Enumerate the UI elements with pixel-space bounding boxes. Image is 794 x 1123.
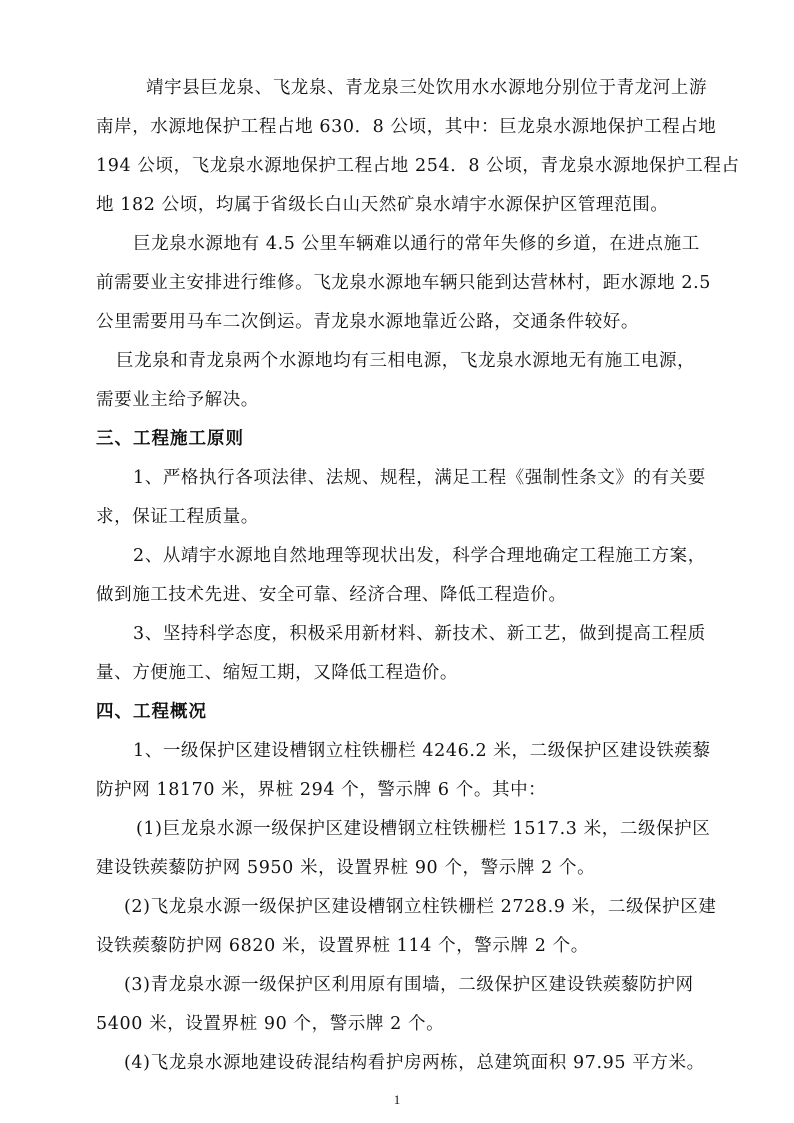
text-line: 3、坚持科学态度，积极采用新材料、新技术、新工艺，做到提高工程质 (133, 624, 706, 644)
text-line: (3)青龙泉水源一级保护区利用原有围墙，二级保护区建设铁蒺藜防护网 (124, 975, 694, 995)
text-line: 做到施工技术先进、安全可靠、经济合理、降低工程造价。 (96, 585, 567, 605)
section-heading: 三、工程施工原则 (96, 429, 244, 449)
text-line: (4)飞龙泉水源地建设砖混结构看护房两栋，总建筑面积 97.95 平方米。 (124, 1053, 705, 1073)
text-line: 量、方便施工、缩短工期，又降低工程造价。 (96, 663, 458, 683)
text-line: 求，保证工程质量。 (96, 507, 259, 527)
text-line: 需要业主给予解决。 (96, 390, 259, 410)
section-heading: 四、工程概况 (96, 702, 207, 722)
text-line: 5400 米，设置界桩 90 个，警示牌 2 个。 (96, 1014, 445, 1034)
text-line: 建设铁蒺藜防护网 5950 米，设置界桩 90 个，警示牌 2 个。 (96, 858, 596, 878)
text-line: 1、严格执行各项法律、法规、规程，满足工程《强制性条文》的有关要 (133, 468, 706, 488)
text-line: (1)巨龙泉水源一级保护区建设槽钢立柱铁栅栏 1517.3 米，二级保护区 (136, 819, 711, 839)
text-line: 南岸，水源地保护工程占地 630．8 公顷，其中：巨龙泉水源地保护工程占地 (96, 117, 717, 137)
text-line: 1、一级保护区建设槽钢立柱铁栅栏 4246.2 米，二级保护区建设铁蒺藜 (133, 741, 711, 761)
text-line: 设铁蒺藜防护网 6820 米，设置界桩 114 个，警示牌 2 个。 (96, 936, 589, 956)
text-line: (2)飞龙泉水源一级保护区建设槽钢立柱铁栅栏 2728.9 米，二级保护区建 (124, 897, 717, 917)
text-line: 地 182 公顷，均属于省级长白山天然矿泉水靖宇水源保护区管理范围。 (96, 195, 669, 215)
text-line: 194 公顷，飞龙泉水源地保护工程占地 254．8 公顷，青龙泉水源地保护工程占 (96, 156, 740, 176)
text-line: 防护网 18170 米，界桩 294 个，警示牌 6 个。其中： (96, 780, 547, 800)
text-line: 靖宇县巨龙泉、飞龙泉、青龙泉三处饮用水水源地分别位于青龙河上游 (146, 78, 708, 98)
text-line: 巨龙泉和青龙泉两个水源地均有三相电源，飞龙泉水源地无有施工电源， (116, 351, 696, 371)
text-line: 2、从靖宇水源地自然地理等现状出发，科学合理地确定工程施工方案， (133, 546, 706, 566)
text-line: 公里需要用马车二次倒运。青龙泉水源地靠近公路，交通条件较好。 (96, 312, 639, 332)
page-number: 1 (393, 1092, 401, 1107)
text-line: 巨龙泉水源地有 4.5 公里车辆难以通行的常年失修的乡道，在进点施工 (133, 234, 700, 254)
text-line: 前需要业主安排进行维修。飞龙泉水源地车辆只能到达营林村，距水源地 2.5 (96, 273, 711, 293)
